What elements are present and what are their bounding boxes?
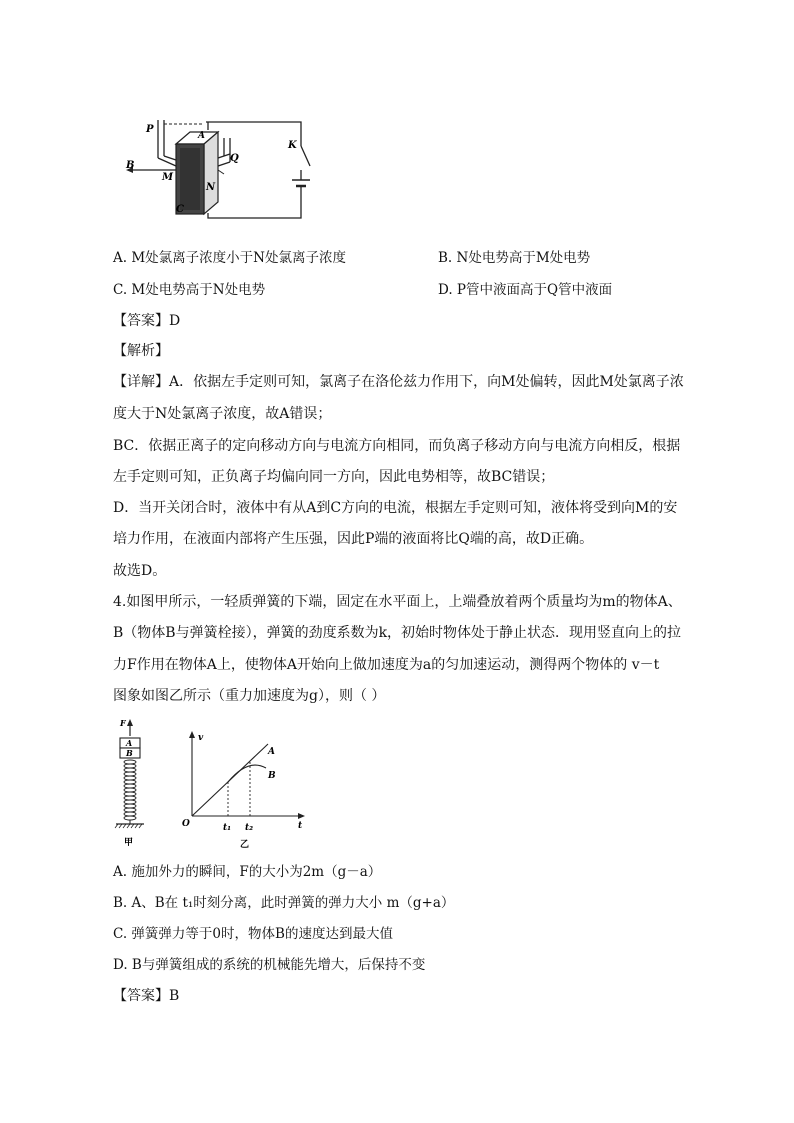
line-a-label: A (268, 747, 275, 757)
label-p: P (146, 124, 154, 135)
label-f: F (120, 718, 126, 728)
q3-analysis-line: BC．依据正离子的定向移动方向与电流方向相同，而负离子移动方向与电流方向相反，根据 (113, 438, 681, 454)
origin-label: O (182, 819, 190, 829)
label-c: C (176, 204, 184, 215)
curve-b-label: B (268, 771, 276, 781)
axis-v-label: v (198, 733, 204, 743)
label-q: Q (230, 153, 239, 164)
q4-stem-line: 力F作用在物体A上，使物体A开始向上做加速度为a的匀加速运动，测得两个物体的 v－t (113, 657, 660, 673)
q4-stem-line: 图象如图乙所示（重力加速度为g），则（ ） (113, 688, 386, 704)
block-a-label: A (126, 738, 133, 748)
q4-option-c: C. 弹簧弹力等于0时，物体B的速度达到最大值 (113, 926, 393, 942)
label-a: A (198, 131, 205, 141)
q3-option-d: D. P管中液面高于Q管中液面 (438, 282, 613, 298)
q3-analysis-line: 度大于N处氯离子浓度，故A错误； (113, 406, 332, 422)
q4-option-d: D. B与弹簧组成的系统的机械能先增大，后保持不变 (113, 957, 426, 973)
q3-option-a: A. M处氯离子浓度小于N处氯离子浓度 (113, 250, 346, 266)
q3-analysis-line: D．当开关闭合时，液体中有从A到C方向的电流，根据左手定则可知，液体将受到向M的安 (113, 500, 678, 516)
tick-t1: t₁ (223, 823, 232, 833)
caption-yi: 乙 (240, 840, 250, 850)
tick-t2: t₂ (245, 823, 254, 833)
q3-answer: 【答案】D (113, 313, 181, 329)
label-m: M (162, 172, 174, 183)
vt-graph (178, 730, 312, 850)
q4-stem-line: 4.如图甲所示，一轻质弹簧的下端，固定在水平面上，上端叠放着两个质量均为m的物体A、 (113, 594, 682, 610)
label-b: B (126, 160, 135, 171)
label-n: N (206, 182, 216, 193)
q3-option-c: C. M处电势高于N处电势 (113, 282, 266, 298)
q4-stem-line: B（物体B与弹簧栓接），弹簧的劲度系数为k，初始时物体处于静止状态．现用竖直向上的拉 (113, 625, 682, 641)
q3-analysis-line: 【详解】A．依据左手定则可知，氯离子在洛伦兹力作用下，向M处偏转，因此M处氯离子浓 (113, 374, 684, 390)
q3-analysis-line: 左手定则可知，正负离子均偏向同一方向，因此电势相等，故BC错误； (113, 469, 555, 485)
axis-t-label: t (298, 821, 303, 831)
spring-figure (110, 718, 160, 848)
q4-option-b: B. A、B在 t₁时刻分离，此时弹簧的弹力大小 m（g+a） (113, 895, 455, 911)
q4-answer: 【答案】B (113, 988, 180, 1004)
apparatus-figure (118, 110, 318, 228)
spring (124, 760, 136, 820)
q4-option-a: A. 施加外力的瞬间，F的大小为2m（g－a） (113, 864, 382, 880)
q3-conclusion: 故选D。 (113, 563, 167, 579)
q3-option-b: B. N处电势高于M处电势 (438, 250, 591, 266)
label-k: K (288, 140, 297, 151)
caption-jia: 甲 (124, 838, 134, 848)
q3-analysis-title: 【解析】 (113, 343, 169, 359)
q3-analysis-line: 培力作用，在液面内部将产生压强，因此P端的液面将比Q端的高，故D正确。 (113, 531, 594, 547)
block-b-label: B (126, 748, 133, 758)
